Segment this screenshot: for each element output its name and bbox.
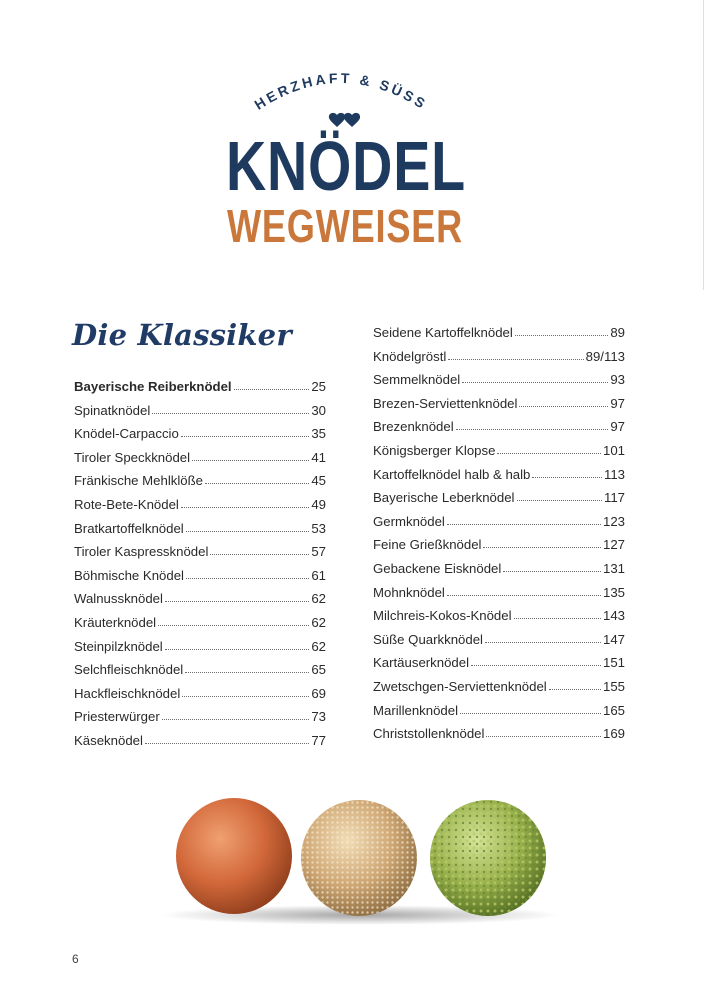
toc-entry-name: Marillenknödel [373, 702, 459, 718]
toc-entry [373, 486, 625, 510]
toc-entry [373, 321, 625, 345]
toc-entry-page: 53 [311, 520, 326, 536]
toc-entry [74, 375, 326, 399]
toc-entry [74, 422, 326, 446]
toc-entry-name: Rote-Bete-Knödel [74, 496, 179, 512]
toc-entry-name: Tiroler Kaspressknödel [74, 544, 209, 560]
toc-entry [74, 682, 326, 706]
toc-entry [373, 345, 625, 369]
toc-left-column [74, 375, 326, 753]
toc-entry-name: Bayerische Leberknödel [373, 490, 515, 506]
toc-entry-name: Bratkartoffelknödel [74, 520, 184, 536]
toc-entry [74, 399, 326, 423]
toc-entry-page: 41 [311, 449, 326, 465]
toc-entry-name: Milchreis-Kokos-Knödel [373, 608, 512, 624]
toc-entry-leader [549, 689, 601, 690]
toc-entry-leader [447, 524, 601, 525]
toc-entry-name: Kartoffelknödel halb & halb [373, 466, 531, 482]
toc-entry-name: Mohnknödel [373, 584, 445, 600]
toc-entry-page: 127 [602, 537, 625, 553]
toc-entry-page: 73 [311, 709, 326, 725]
toc-entry [74, 658, 326, 682]
toc-entry [373, 557, 625, 581]
page-number: 6 [72, 952, 79, 966]
toc-entry-name: Steinpilzknödel [74, 638, 163, 654]
toc-entry [74, 729, 326, 753]
logo-arc-text: HERZHAFT & SÜSS [251, 69, 431, 113]
toc-entry-leader [165, 601, 309, 602]
toc-entry-leader [152, 413, 309, 414]
toc-entry-leader [165, 649, 310, 650]
toc-entry-leader [162, 719, 310, 720]
toc-entry [74, 611, 326, 635]
toc-entry-name: Tiroler Speckknödel [74, 449, 191, 465]
toc-entry-page: 147 [602, 631, 625, 647]
svg-text:HERZHAFT & SÜSS [251, 70, 430, 113]
toc-entry-page: 62 [311, 591, 326, 607]
toc-entry-name: Brezenknödel [373, 419, 454, 435]
toc-entry-name: Seidene Kartoffelknödel [373, 325, 513, 340]
toc-entry-leader [182, 696, 309, 697]
toc-entry-name: Brezen-Serviettenknödel [373, 395, 518, 411]
toc-entry-page: 62 [311, 614, 326, 630]
toc-entry-name: Feine Grießknödel [373, 537, 482, 553]
toc-entry [74, 469, 326, 493]
toc-entry-name: Priesterwürger [74, 709, 160, 725]
toc-entry-leader [234, 389, 310, 390]
toc-entry [74, 587, 326, 611]
toc-entry-name: Walnussknödel [74, 591, 163, 607]
toc-entry-page: 165 [602, 702, 625, 718]
toc-entry-name: Bayerische Reiberknödel [74, 379, 232, 394]
toc-entry-page: 77 [311, 732, 326, 748]
toc-entry-page: 25 [311, 379, 326, 394]
toc-entry-leader [181, 436, 310, 437]
toc-entry-name: Fränkische Mehlklöße [74, 473, 203, 489]
toc-entry [373, 439, 625, 463]
toc-entry-name: Süße Quarkknödel [373, 631, 483, 647]
toc-entry-name: Käseknödel [74, 732, 143, 748]
toc-entry-name: Kräuterknödel [74, 614, 157, 630]
toc-entry-leader [456, 429, 609, 430]
toc-entry [74, 493, 326, 517]
toc-entry [74, 540, 326, 564]
toc-entry-name: Zwetschgen-Serviettenknödel [373, 678, 547, 694]
toc-entry-page: 151 [602, 655, 625, 671]
toc-entry-name: Selchfleischknödel [74, 662, 184, 678]
logo [0, 60, 708, 260]
toc-entry-leader [192, 460, 309, 461]
toc-right-column [373, 321, 625, 746]
toc-entry [74, 517, 326, 541]
toc-entry-page: 89 [610, 325, 625, 340]
toc-entry-leader [483, 547, 601, 548]
toc-entry-page: 155 [602, 678, 625, 694]
toc-entry-name: Knödel-Carpaccio [74, 426, 179, 442]
toc-entry-name: Knödelgröstl [373, 348, 447, 364]
toc-entry-leader [210, 554, 309, 555]
toc-entry-leader [460, 713, 601, 714]
toc-entry-page: 169 [602, 726, 625, 742]
toc-entry-leader [448, 359, 583, 360]
toc-entry-page: 57 [311, 544, 326, 560]
toc-entry-page: 49 [311, 496, 326, 512]
toc-entry-leader [158, 625, 309, 626]
toc-entry-name: Spinatknödel [74, 402, 151, 418]
toc-entry-leader [497, 453, 601, 454]
toc-entry-page: 45 [311, 473, 326, 489]
toc-entry-page: 35 [311, 426, 326, 442]
toc-entry-leader [514, 618, 601, 619]
section-title: Die Klassiker [72, 318, 292, 352]
toc-entry-name: Gebackene Eisknödel [373, 560, 502, 576]
toc-entry-leader [515, 335, 609, 336]
heart-icon [329, 113, 360, 127]
toc-entry-name: Germknödel [373, 513, 445, 529]
toc-entry-leader [471, 665, 601, 666]
toc-entry [74, 705, 326, 729]
toc-entry-page: 117 [603, 490, 625, 506]
toc-entry-name: Königsberger Klopse [373, 442, 496, 458]
toc-entry-leader [462, 382, 608, 383]
toc-entry [373, 604, 625, 628]
toc-entry [373, 368, 625, 392]
toc-entry-name: Böhmische Knödel [74, 567, 184, 583]
logo-title-line1: KNÖDEL [226, 127, 466, 205]
toc-entry-page: 113 [603, 466, 625, 482]
toc-entry-page: 135 [602, 584, 625, 600]
toc-entry-page: 97 [610, 395, 625, 411]
toc-entry [373, 699, 625, 723]
toc-entry-page: 143 [602, 608, 625, 624]
toc-entry-page: 65 [311, 662, 326, 678]
toc-entry [373, 675, 625, 699]
toc-entry-leader [517, 500, 602, 501]
toc-entry [373, 463, 625, 487]
toc-entry-leader [145, 743, 309, 744]
toc-entry [373, 722, 625, 746]
toc-entry-leader [447, 595, 601, 596]
toc-entry-page: 97 [610, 419, 625, 435]
logo-graphic [0, 60, 708, 260]
toc-entry-leader [532, 477, 602, 478]
toc-entry-page: 89/113 [585, 348, 625, 364]
toc-entry-name: Kartäuserknödel [373, 655, 470, 671]
toc-entry-page: 61 [311, 567, 326, 583]
toc-entry-name: Christstollenknödel [373, 726, 485, 742]
toc-entry-page: 30 [311, 402, 326, 418]
toc-entry-name: Semmelknödel [373, 372, 461, 388]
toc-entry-leader [486, 736, 601, 737]
toc-entry [373, 651, 625, 675]
toc-entry-page: 62 [311, 638, 326, 654]
toc-entry-page: 123 [602, 513, 625, 529]
toc-entry-page: 93 [610, 372, 625, 388]
toc-entry-page: 69 [311, 685, 326, 701]
toc-entry-leader [186, 578, 309, 579]
toc-entry [373, 392, 625, 416]
toc-entry-leader [503, 571, 601, 572]
toc-entry [74, 635, 326, 659]
toc-entry [74, 564, 326, 588]
toc-entry-leader [181, 507, 309, 508]
toc-entry-leader [185, 672, 309, 673]
toc-entry [373, 510, 625, 534]
toc-entry [373, 581, 625, 605]
toc-entry [373, 415, 625, 439]
toc-entry-page: 131 [602, 560, 625, 576]
toc-entry-name: Hackfleischknödel [74, 685, 181, 701]
toc-entry-leader [186, 531, 310, 532]
toc-entry-page: 101 [602, 442, 625, 458]
toc-entry-leader [485, 642, 601, 643]
toc-entry [373, 628, 625, 652]
toc-entry [373, 533, 625, 557]
toc-entry [74, 446, 326, 470]
toc-entry-leader [519, 406, 608, 407]
toc-entry-leader [205, 483, 309, 484]
dumplings-image [150, 790, 570, 930]
logo-title-line2: WEGWEISER [227, 200, 463, 252]
